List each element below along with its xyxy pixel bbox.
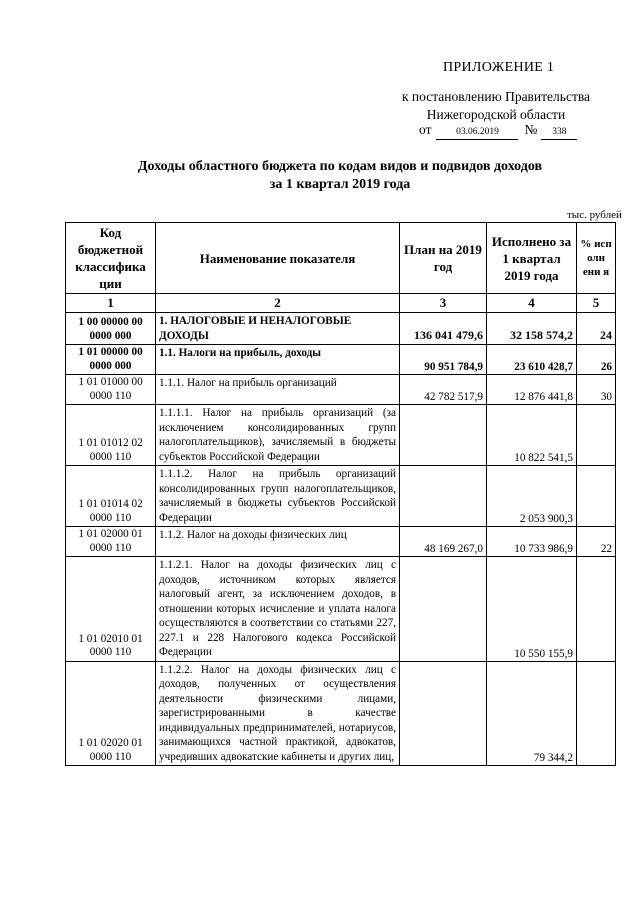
decree-number: 338 [541,126,577,140]
row-percent: 30 [577,375,616,405]
row-executed: 10 822 541,5 [487,405,577,466]
row-name: 1.1. Налоги на прибыль, доходы [156,345,400,375]
table-row [66,661,616,766]
document-title [40,158,640,194]
revenue-table [65,222,616,766]
row-name: 1.1.2.2. Налог на доходы физических лиц с доходов, полученных от осуществления деятельности физическими лицами, зарегистрированными в качестве индивидуальных предпринимателей, нотариусов, занимающихся частной практикой, адвокатов, учредивших адвокатские кабинеты и других лиц, [156,661,400,766]
row-percent [577,466,616,527]
row-code: 1 01 01000 00 0000 110 [66,375,156,405]
row-percent: 26 [577,345,616,375]
row-plan [400,661,487,766]
row-code: 1 01 02010 01 0000 110 [66,557,156,662]
title-line-2: за 1 квартал 2019 года [269,177,411,192]
header-executed: Исполнено за 1 квартал 2019 года [487,223,577,294]
table-row [66,345,616,375]
decree-line-1: к постановлению Правительства [401,89,591,104]
row-name: 1.1.2. Налог на доходы физических лиц [156,527,400,557]
appendix-label: ПРИЛОЖЕНИЕ 1 [443,60,555,75]
row-code: 1 01 02000 01 0000 110 [66,527,156,557]
table-row [66,375,616,405]
row-executed: 10 733 986,9 [487,527,577,557]
column-number: 3 [400,294,487,313]
table-header-row [66,223,616,294]
row-executed: 12 876 441,8 [487,375,577,405]
row-plan [400,466,487,527]
number-sign: № [524,122,538,137]
row-code: 1 01 00000 00 0000 000 [66,345,156,375]
header-plan: План на 2019 год [400,223,487,294]
row-plan: 90 951 784,9 [400,345,487,375]
decree-date: 03.06.2019 [436,126,518,140]
row-percent: 24 [577,313,616,345]
table-row [66,527,616,557]
table-row [66,405,616,466]
row-plan: 136 041 479,6 [400,313,487,345]
column-number: 5 [577,294,616,313]
row-code: 1 01 02020 01 0000 110 [66,661,156,766]
table-row [66,557,616,662]
row-executed: 32 158 574,2 [487,313,577,345]
table-row [66,466,616,527]
decree-date-line [419,122,577,140]
header-code: Код бюджетной классифика ции [66,223,156,294]
row-percent [577,405,616,466]
row-code: 1 00 00000 00 0000 000 [66,313,156,345]
row-executed: 2 053 900,3 [487,466,577,527]
title-line-1: Доходы областного бюджета по кодам видов и подвидов доходов [137,159,543,174]
decree-reference [372,88,620,124]
row-percent: 22 [577,527,616,557]
row-plan: 48 169 267,0 [400,527,487,557]
header-name: Наименование показателя [156,223,400,294]
row-executed: 10 550 155,9 [487,557,577,662]
units-label: тыс. рублей [567,209,622,221]
table-row [66,313,616,345]
row-executed: 23 610 428,7 [487,345,577,375]
row-plan: 42 782 517,9 [400,375,487,405]
row-executed: 79 344,2 [487,661,577,766]
decree-line-2: Нижегородской области [426,107,566,122]
row-name: 1.1.1.2. Налог на прибыль организаций консолидированных групп налогоплательщиков, зачисляемый в бюджеты субъектов Российской Федерации [156,466,400,527]
row-name: 1.1.1. Налог на прибыль организаций [156,375,400,405]
row-name: 1. НАЛОГОВЫЕ И НЕНАЛОГОВЫЕ ДОХОДЫ [156,313,400,345]
row-name: 1.1.2.1. Налог на доходы физических лиц с доходов, источником которых является налоговый агент, за исключением доходов, в отношении которых исчисление и уплата налога осуществляются в соответствии со статьями 227, 227.1 и 228 Налогового кодекса Российской Федерации [156,557,400,662]
date-prefix: от [419,122,432,137]
row-percent [577,557,616,662]
column-number-row [66,294,616,313]
header-percent: % исп олн ени я [577,223,616,294]
column-number: 4 [487,294,577,313]
row-plan [400,557,487,662]
row-plan [400,405,487,466]
row-name: 1.1.1.1. Налог на прибыль организаций (за исключением консолидированных групп налогоплательщиков), зачисляемый в бюджеты субъектов Российской Федерации [156,405,400,466]
row-code: 1 01 01012 02 0000 110 [66,405,156,466]
row-percent [577,661,616,766]
column-number: 2 [156,294,400,313]
row-code: 1 01 01014 02 0000 110 [66,466,156,527]
column-number: 1 [66,294,156,313]
